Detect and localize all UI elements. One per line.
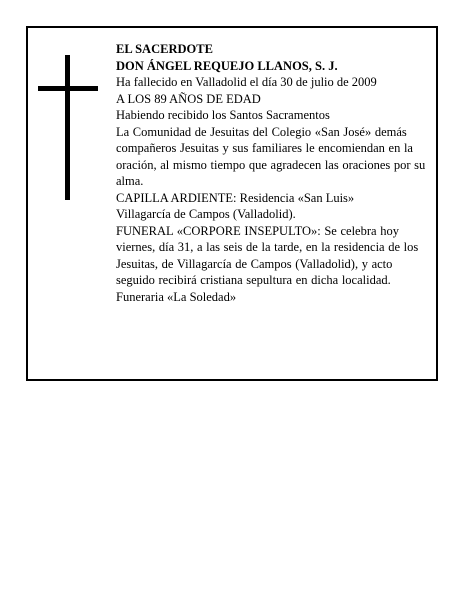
chapel-line-2: Villagarcía de Campos (Valladolid). (116, 207, 296, 221)
obituary-text (116, 41, 434, 305)
obituary-notice (26, 26, 438, 381)
community-paragraph: La Comunidad de Jesuitas del Colegio «San José» demás compañeros Jesuitas y sus familiares le encomiendan en la oración, al mismo tiempo que agradecen las oraciones por su alma. (116, 124, 426, 188)
cross-horizontal-bar (38, 86, 98, 91)
cross-vertical-bar (65, 55, 70, 200)
death-statement: Ha fallecido en Valladolid el día 30 de julio de 2009 (116, 75, 377, 89)
latin-cross-icon (38, 55, 98, 200)
sacraments-statement: Habiendo recibido los Santos Sacramentos (116, 108, 330, 122)
funeral-paragraph: FUNERAL «CORPORE INSEPULTO»: Se celebra hoy viernes, día 31, a las seis de la tarde, en la residencia de los Jesuitas, de Villagarcía de Campos (Valladolid), y acto seguido recibirá cristiana sepultura en dicha localidad. (116, 223, 419, 287)
title-line-1: EL SACERDOTE (116, 42, 213, 56)
age-statement: A LOS 89 AÑOS DE EDAD (116, 91, 261, 106)
chapel-line-1: CAPILLA ARDIENTE: Residencia «San Luis» (116, 190, 355, 205)
funeral-home-line: Funeraria «La Soledad» (116, 289, 237, 304)
deceased-name: DON ÁNGEL REQUEJO LLANOS, S. J. (116, 58, 338, 73)
